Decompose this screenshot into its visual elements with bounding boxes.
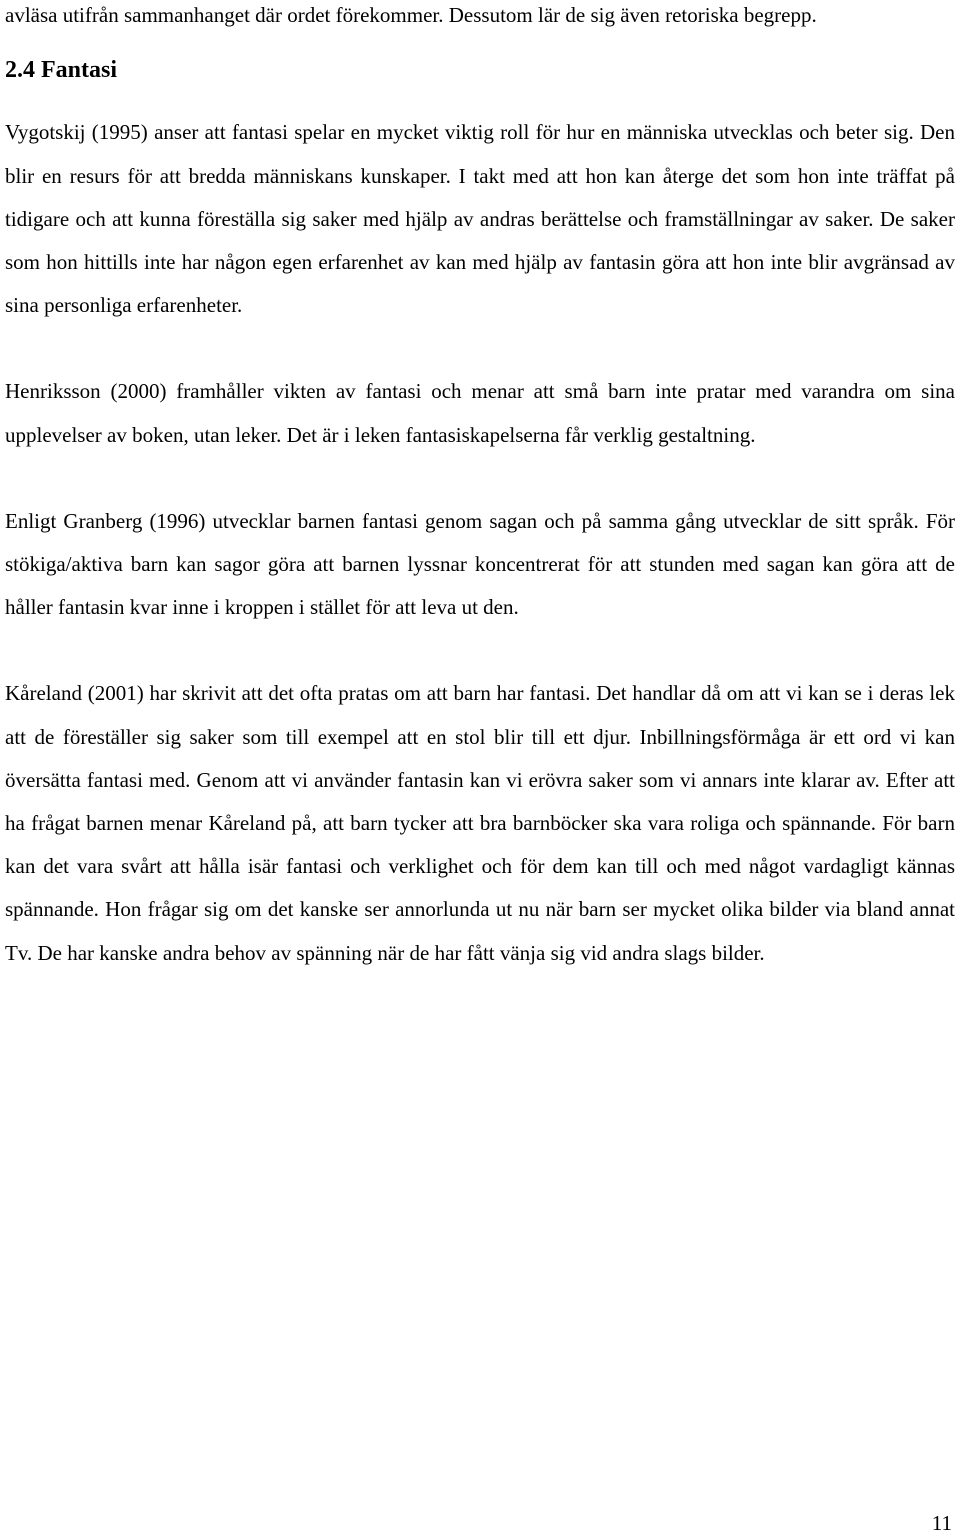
- paragraph-kareland: Kåreland (2001) har skrivit att det ofta pratas om att barn har fantasi. Det handlar då om att vi kan se i deras lek att de föreställer sig saker som till exempel att en stol blir till ett djur. Inbillningsförmåga är ett ord vi kan översätta fantasi med. Genom att vi använder fantasin kan vi erövra saker som vi annars inte klarar av. Efter att ha frågat barnen menar Kåreland på, att barn tycker att bra barnböcker ska vara roliga och spännande. För barn kan det vara svårt att hålla isär fantasi och verklighet och för dem kan till och med något vardagligt kännas spännande. Hon frågar sig om det kanske ser annorlunda ut nu när barn ser mycket olika bilder via bland annat Tv. De har kanske andra behov av spänning när de har fått vänja sig vid andra slags bilder.: [5, 681, 955, 965]
- section-heading: 2.4 Fantasi: [5, 57, 118, 84]
- paragraph-vygotskij: Vygotskij (1995) anser att fantasi spelar en mycket viktig roll för hur en människa utvecklas och beter sig. Den blir en resurs för att bredda människans kunskaper. I takt med att hon kan återge det som hon inte träffat på tidigare och att kunna föreställa sig saker med hjälp av andras berättelse och framställningar av saker. De saker som hon hittills inte har någon egen erfarenhet av kan med hjälp av fantasin göra att hon inte blir avgränsad av sina personliga erfarenheter.: [5, 120, 955, 318]
- document-page: [5, 0, 955, 975]
- page-number: 11: [931, 1511, 952, 1535]
- paragraph-granberg: Enligt Granberg (1996) utvecklar barnen fantasi genom sagan och på samma gång utvecklar de sitt språk. För stökiga/aktiva barn kan sagor göra att barnen lyssnar koncentrerat för att stunden med sagan kan göra att de håller fantasin kvar inne i kroppen i stället för att leva ut den.: [5, 508, 955, 620]
- lead-paragraph: avläsa utifrån sammanhanget där ordet förekommer. Dessutom lär de sig även retoriska begrepp.: [5, 3, 817, 27]
- paragraph-henriksson: Henriksson (2000) framhåller vikten av fantasi och menar att små barn inte pratar med varandra om sina upplevelser av boken, utan leker. Det är i leken fantasiskapelserna får verklig gestaltning.: [5, 379, 955, 447]
